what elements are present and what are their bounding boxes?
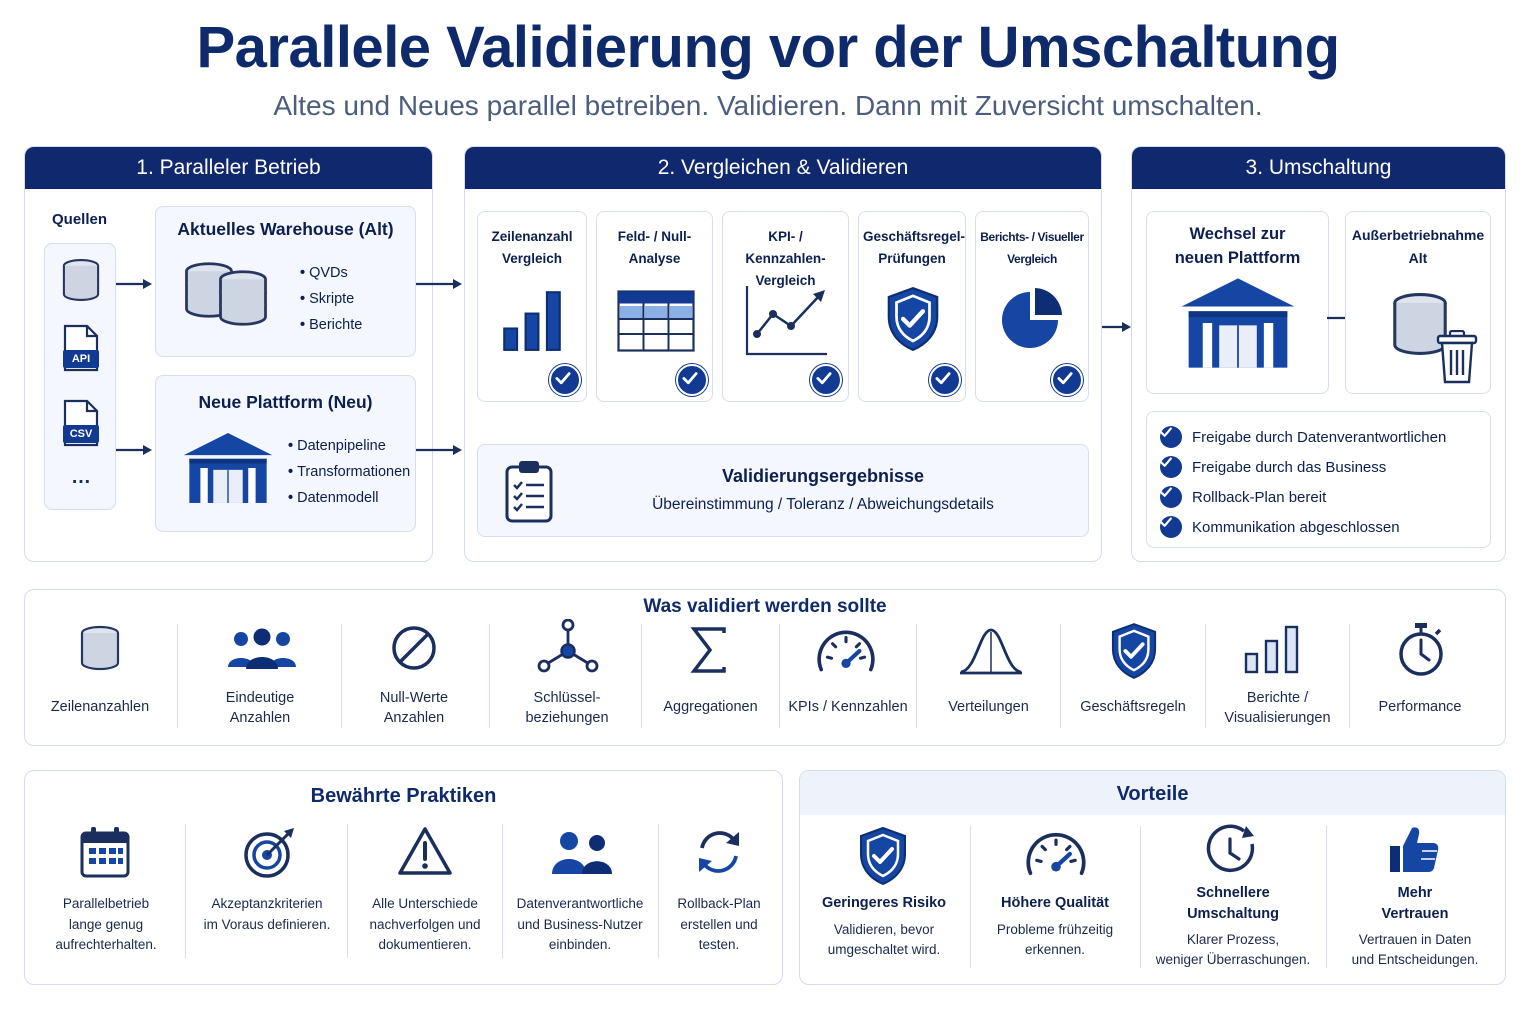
label-line: Parallelbetrieb xyxy=(62,896,150,911)
check-badge-icon xyxy=(1051,364,1083,396)
benefit-desc: weniger Überraschungen. xyxy=(1155,952,1311,967)
new-platform-title: Neue Plattform (Neu) xyxy=(198,392,373,412)
check-label-line: Analyse xyxy=(628,251,681,266)
phase-3-header: 3. Umschaltung xyxy=(1132,147,1505,189)
arrow-icon xyxy=(416,442,464,458)
label-line: Anzahlen xyxy=(229,710,291,726)
checklist-item xyxy=(1160,512,1446,542)
label-line: aufrechterhalten. xyxy=(55,937,157,952)
decommission-title-line: Alt xyxy=(1408,250,1428,266)
validate-item-label xyxy=(1350,697,1490,717)
divider xyxy=(347,824,348,958)
arrow-icon xyxy=(416,276,464,292)
sigma-icon xyxy=(690,627,728,673)
validate-item-label xyxy=(1061,697,1205,717)
gauge-icon xyxy=(815,626,877,678)
checklist-item xyxy=(1160,452,1446,482)
label-line: Rollback-Plan xyxy=(677,896,761,911)
arrow-icon xyxy=(1102,319,1132,335)
label-line: Geschäftsregeln xyxy=(1080,699,1186,715)
check-label-line: Vergleich xyxy=(1007,252,1057,266)
switch-title-line: neuen Plattform xyxy=(1174,249,1301,267)
users-icon xyxy=(227,627,297,671)
source-more-label: … xyxy=(71,466,91,488)
label-line: testen. xyxy=(698,937,740,952)
check-badge-icon xyxy=(676,364,708,396)
cutover-checklist xyxy=(1160,422,1446,542)
label-line: Alle Unterschiede xyxy=(372,896,478,911)
switch-platform-card xyxy=(1146,211,1329,394)
check-circle-icon xyxy=(1160,456,1182,478)
label-line: im Voraus definieren. xyxy=(203,916,331,932)
benefit-item xyxy=(1142,883,1324,970)
benefit-item xyxy=(972,893,1138,960)
check-label-line: Vergleich xyxy=(501,251,563,266)
switch-title-line: Wechsel zur xyxy=(1189,225,1286,243)
database-icon xyxy=(62,258,100,302)
benefit-item xyxy=(804,893,964,960)
divider xyxy=(1326,826,1327,968)
phase-1-header: 1. Paralleler Betrieb xyxy=(25,147,432,189)
benefit-desc: Probleme frühzeitig xyxy=(996,922,1114,937)
label-line: Aggregationen xyxy=(663,699,758,715)
label-line: Datenverantwortliche xyxy=(516,896,644,911)
divider xyxy=(1140,826,1141,968)
practice-item-label xyxy=(28,894,184,956)
validation-check-card xyxy=(975,211,1089,402)
new-platform-card xyxy=(155,375,416,532)
validate-item-label xyxy=(642,697,779,717)
practice-item-label xyxy=(503,894,657,956)
label-line: erstellen und xyxy=(680,916,758,932)
validate-item-label xyxy=(492,688,642,728)
label-line: Berichte / xyxy=(1246,690,1309,706)
divider xyxy=(970,826,971,968)
validation-check-card xyxy=(596,211,713,402)
check-circle-icon xyxy=(1160,486,1182,508)
checklist-item-label: Rollback-Plan bereit xyxy=(1192,488,1327,506)
check-label-line: Berichts- / Visueller xyxy=(980,230,1084,244)
check-badge-icon xyxy=(549,364,581,396)
checklist-item-label: Kommunikation abgeschlossen xyxy=(1192,518,1400,536)
label-line: nachverfolgen und xyxy=(369,916,481,932)
check-label-line: Prüfungen xyxy=(878,251,946,266)
network-icon xyxy=(537,619,599,675)
validation-check-card xyxy=(477,211,587,402)
benefit-title: Mehr xyxy=(1397,885,1433,901)
checklist-item xyxy=(1160,422,1446,452)
benefit-desc: Validieren, bevor xyxy=(833,922,935,937)
thumbs-up-icon xyxy=(1388,824,1440,874)
check-circle-icon xyxy=(1160,516,1182,538)
validate-item-label xyxy=(780,697,916,717)
bar-chart-icon xyxy=(1244,624,1300,674)
label-line: Visualisierungen xyxy=(1224,710,1331,726)
check-label-line: Feld- / Null- xyxy=(617,229,692,244)
benefit-title: Geringeres Risiko xyxy=(821,895,947,911)
check-badge-icon xyxy=(810,364,842,396)
calendar-icon xyxy=(80,826,130,878)
source-api-label: API xyxy=(71,353,91,365)
trash-icon xyxy=(1436,330,1478,384)
decommission-title-line: Außerbetriebnahme xyxy=(1351,227,1485,243)
what-to-validate-title: Was validiert werden sollte xyxy=(643,596,887,617)
benefit-title: Vertrauen xyxy=(1381,906,1449,922)
line-chart-icon xyxy=(743,284,829,358)
benefit-desc: und Entscheidungen. xyxy=(1351,952,1479,967)
checklist-item-label: Freigabe durch das Business xyxy=(1192,458,1387,476)
label-line: Anzahlen xyxy=(383,710,445,726)
people-icon xyxy=(552,830,614,876)
shield-check-icon xyxy=(858,826,908,886)
old-warehouse-card xyxy=(155,206,416,357)
clock-icon xyxy=(1204,824,1258,878)
old-warehouse-title: Aktuelles Warehouse (Alt) xyxy=(177,219,394,239)
old-warehouse-item: • QVDs xyxy=(300,260,362,286)
warning-icon xyxy=(397,826,453,876)
database-icon xyxy=(80,624,120,672)
sources-box xyxy=(44,243,116,510)
label-line: beziehungen xyxy=(525,710,609,726)
label-line: Eindeutige xyxy=(225,690,295,706)
validate-item-label xyxy=(917,697,1060,717)
label-line: Verteilungen xyxy=(948,699,1029,715)
validate-item-label xyxy=(30,697,170,717)
label-line: Performance xyxy=(1378,699,1462,715)
check-circle-icon xyxy=(1160,426,1182,448)
divider xyxy=(185,824,186,958)
pie-chart-icon xyxy=(1000,286,1064,352)
new-platform-item: • Datenpipeline xyxy=(288,433,410,459)
check-label-line: Zeilenanzahl xyxy=(491,229,573,244)
shield-check-icon xyxy=(1110,622,1158,680)
checklist-item xyxy=(1160,482,1446,512)
label-line: KPIs / Kennzahlen xyxy=(788,699,908,715)
check-label-line: Geschäftsregel- xyxy=(863,229,966,244)
database-icon xyxy=(218,267,268,329)
sources-label: Quellen xyxy=(52,211,108,228)
shield-check-icon xyxy=(885,286,941,352)
label-line: dokumentieren. xyxy=(378,937,472,952)
gauge-icon xyxy=(1024,828,1088,882)
validate-item-label xyxy=(344,688,484,728)
validation-check-card xyxy=(722,211,849,402)
benefit-title: Umschaltung xyxy=(1187,906,1279,922)
label-line: Zeilenanzahlen xyxy=(50,699,150,715)
benefit-desc: umgeschaltet wird. xyxy=(827,942,941,957)
page-title: Parallele Validierung vor der Umschaltung xyxy=(196,15,1340,80)
old-warehouse-item: • Berichte xyxy=(300,312,362,338)
decommission-card xyxy=(1345,211,1491,394)
new-platform-item: • Transformationen xyxy=(288,459,410,485)
clipboard-checklist-icon xyxy=(504,459,554,523)
benefit-desc: Vertrauen in Daten xyxy=(1358,932,1472,947)
divider xyxy=(489,624,490,728)
warehouse-building-icon xyxy=(1177,276,1299,370)
benefit-item xyxy=(1330,883,1500,970)
checklist-item-label: Freigabe durch Datenverantwortlichen xyxy=(1192,428,1447,446)
refresh-icon xyxy=(694,826,744,878)
benefit-title: Höhere Qualität xyxy=(1001,895,1109,911)
validate-item-label xyxy=(1206,688,1349,728)
bar-chart-icon xyxy=(500,288,564,352)
warehouse-building-icon xyxy=(182,431,274,505)
validate-item-label xyxy=(180,688,340,728)
target-icon xyxy=(242,826,296,880)
benefit-desc: erkennen. xyxy=(1024,942,1086,957)
label-line: lange genug xyxy=(68,916,144,932)
phase-2-header: 2. Vergleichen & Validieren xyxy=(465,147,1101,189)
practice-item-label xyxy=(188,894,346,935)
arrow-icon xyxy=(116,276,154,292)
new-platform-item: • Datenmodell xyxy=(288,485,410,511)
practice-item-label xyxy=(349,894,501,956)
null-icon xyxy=(390,624,438,672)
label-line: Null-Werte xyxy=(379,690,449,706)
label-line: Akzeptanzkriterien xyxy=(211,896,323,911)
divider xyxy=(341,624,342,728)
check-badge-icon xyxy=(929,364,961,396)
old-warehouse-item: • Skripte xyxy=(300,286,362,312)
source-csv-label: CSV xyxy=(69,428,93,440)
validation-results-desc: Übereinstimmung / Toleranz / Abweichungsdetails xyxy=(652,496,994,513)
benefit-desc: Klarer Prozess, xyxy=(1186,932,1280,947)
arrow-icon xyxy=(116,442,154,458)
validation-results-title: Validierungsergebnisse xyxy=(721,466,925,486)
label-line: Schlüssel- xyxy=(533,690,601,706)
stopwatch-icon xyxy=(1397,622,1445,678)
check-label-line: Vergleich xyxy=(755,273,816,288)
best-practices-title: Bewährte Praktiken xyxy=(310,785,497,807)
label-line: und Business-Nutzer xyxy=(517,916,643,932)
benefits-title: Vorteile xyxy=(1116,783,1189,805)
validation-check-card xyxy=(858,211,966,402)
page-subtitle: Altes und Neues parallel betreiben. Validieren. Dann mit Zuversicht umschalten. xyxy=(273,90,1263,121)
table-icon xyxy=(617,290,695,352)
practice-item-label xyxy=(659,894,779,956)
validation-results-card xyxy=(477,444,1089,537)
bell-curve-icon xyxy=(958,624,1024,676)
check-label-line: KPI- / Kennzahlen- xyxy=(745,229,826,266)
divider xyxy=(177,624,178,728)
label-line: einbinden. xyxy=(548,937,612,952)
benefit-title: Schnellere xyxy=(1196,885,1270,901)
